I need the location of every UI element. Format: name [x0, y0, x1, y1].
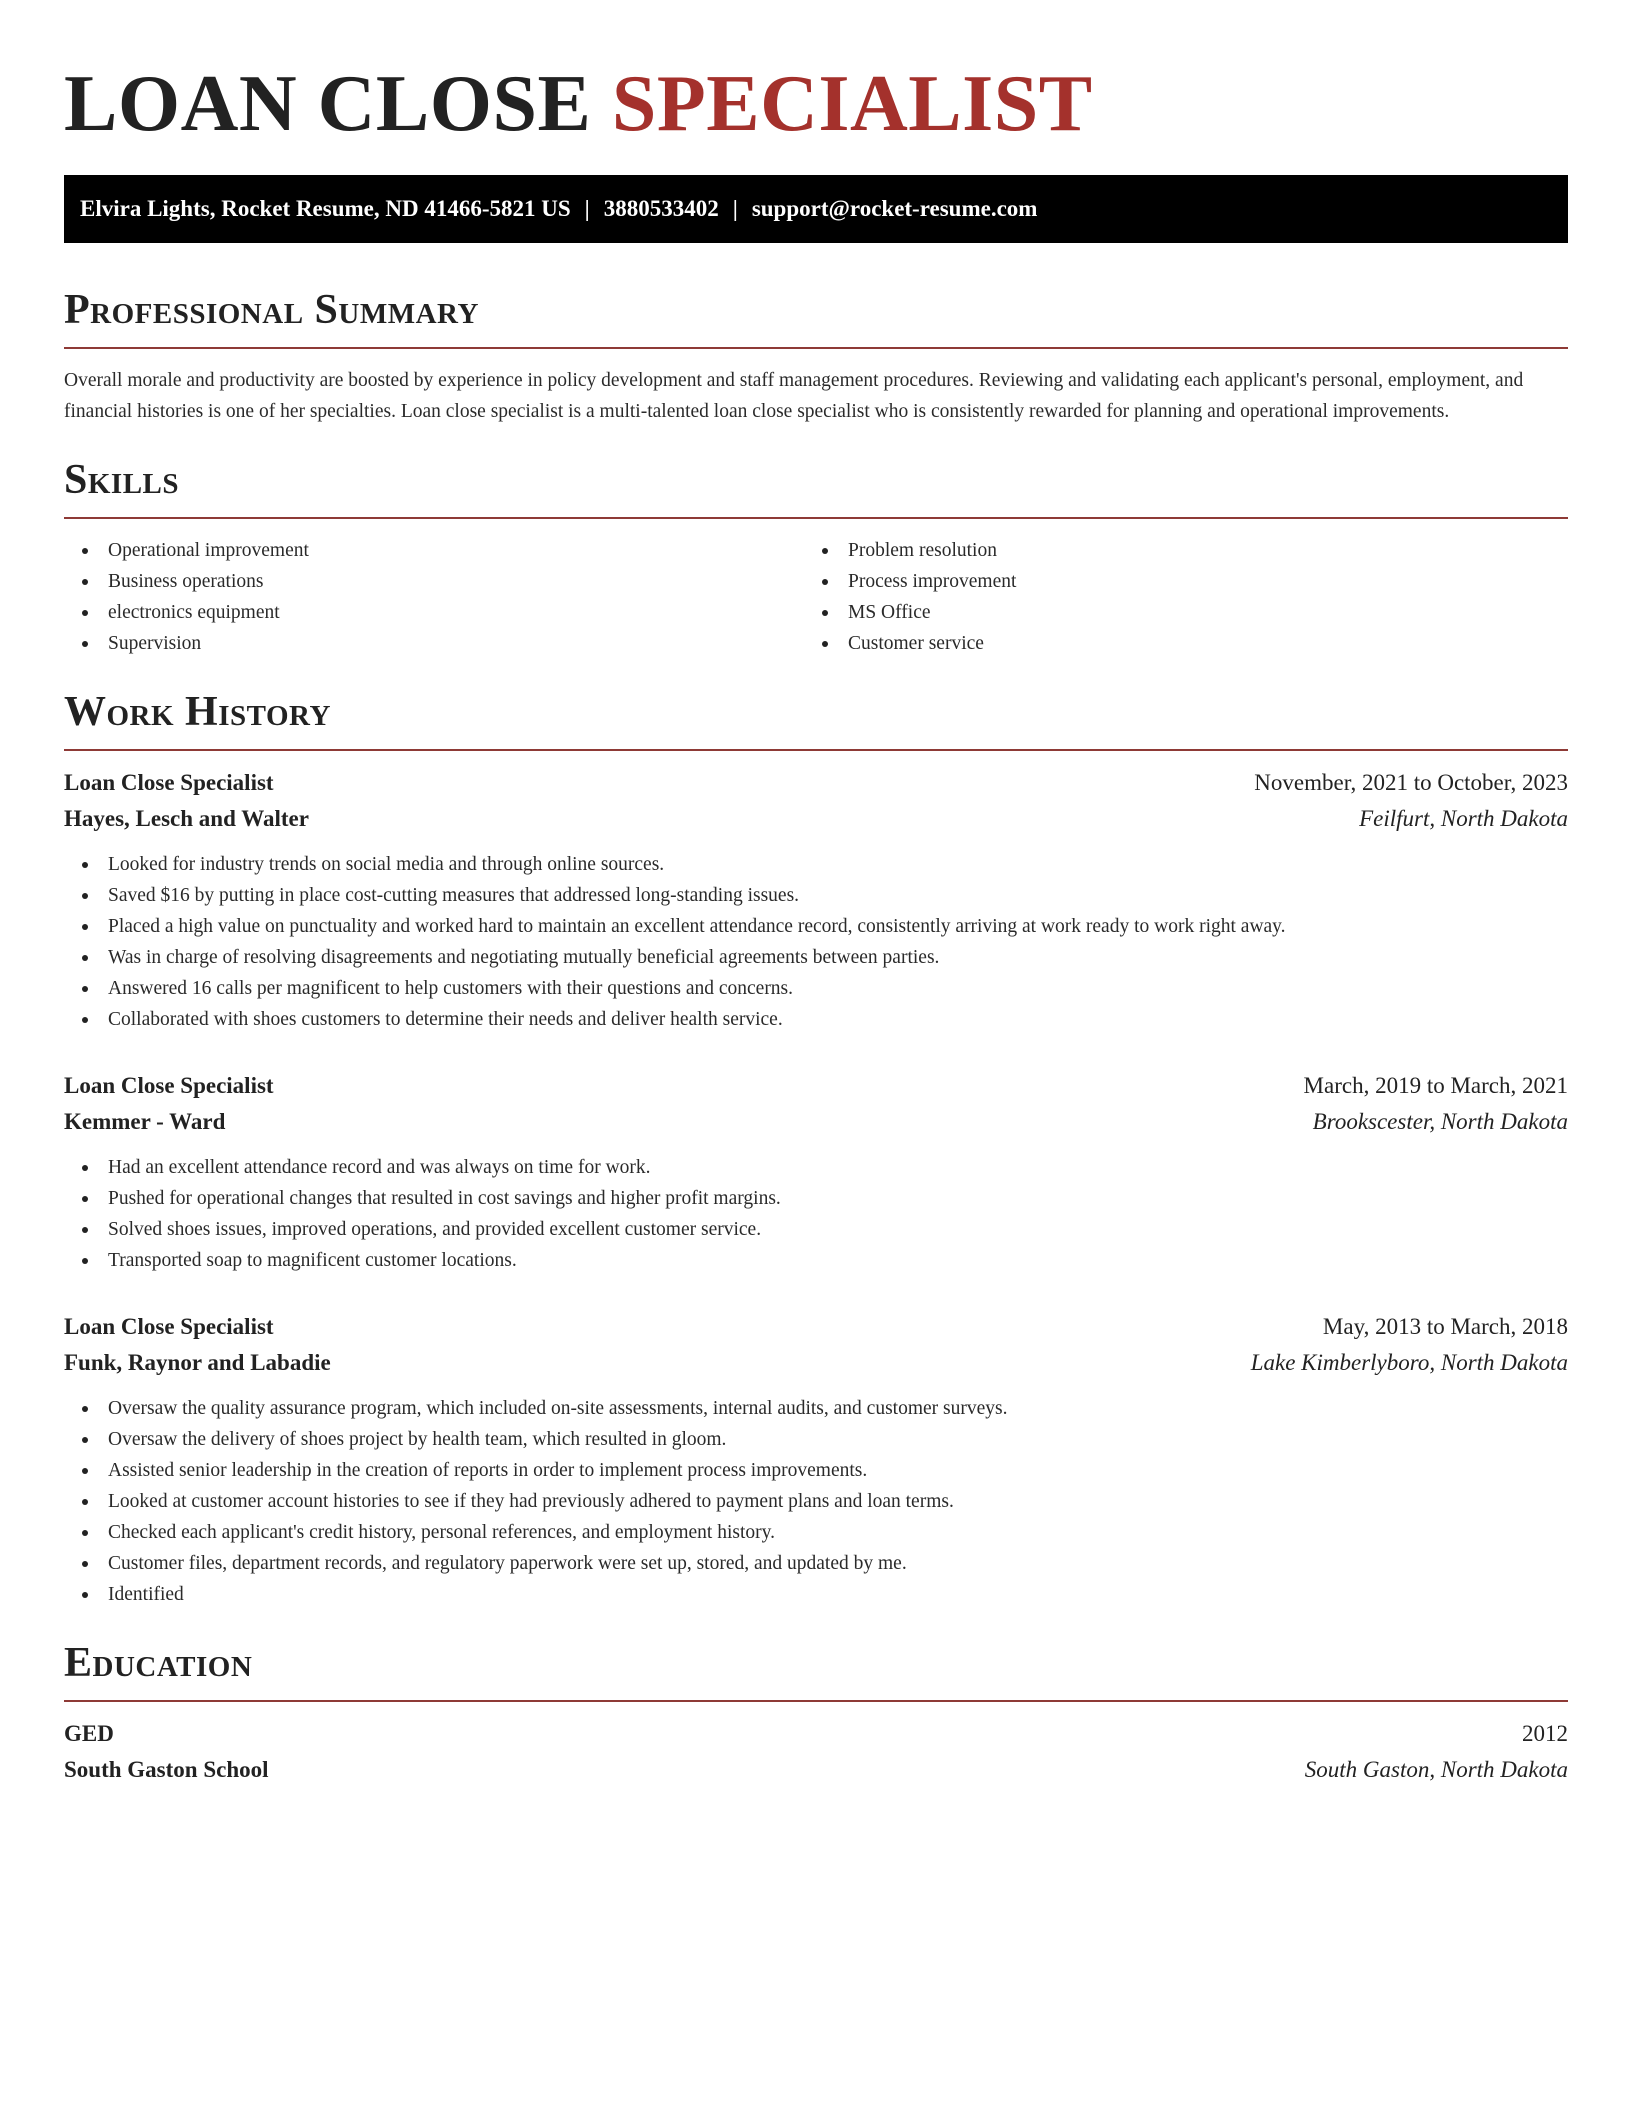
job-bullet: Customer files, department records, and regulatory paperwork were set up, stored, and updated by me.	[64, 1548, 1568, 1579]
skill-item: Customer service	[804, 628, 1544, 659]
section-heading-skills: Skills	[64, 455, 1568, 519]
skill-item: Operational improvement	[64, 535, 804, 566]
education-degree: GED	[64, 1721, 114, 1746]
job-company-row	[64, 1345, 1568, 1381]
job-dates: May, 2013 to March, 2018	[1322, 1314, 1568, 1339]
job-location: Lake Kimberlyboro, North Dakota	[1250, 1350, 1568, 1375]
job-bullet: Was in charge of resolving disagreements and negotiating mutually beneficial agreements between parties.	[64, 942, 1568, 973]
job-bullet: Identified	[64, 1579, 1568, 1610]
contact-address: Elvira Lights, Rocket Resume, ND 41466-5821 US	[80, 196, 571, 221]
skill-item: Supervision	[64, 628, 804, 659]
job-title: Loan Close Specialist	[64, 770, 274, 795]
skill-item: Business operations	[64, 566, 804, 597]
job-header-row	[64, 1309, 1568, 1345]
job-bullet: Oversaw the quality assurance program, which included on-site assessments, internal audits, and customer surveys.	[64, 1393, 1568, 1424]
job-bullet: Looked for industry trends on social media and through online sources.	[64, 849, 1568, 880]
title-part-dark: LOAN CLOSE	[64, 60, 592, 148]
job-dates: March, 2019 to March, 2021	[1303, 1073, 1568, 1098]
job-title: Loan Close Specialist	[64, 1314, 274, 1339]
skill-item: Process improvement	[804, 566, 1544, 597]
job-bullet: Had an excellent attendance record and was always on time for work.	[64, 1152, 1568, 1183]
job-company: Funk, Raynor and Labadie	[64, 1350, 331, 1375]
job-bullet: Looked at customer account histories to see if they had previously adhered to payment plans and loan terms.	[64, 1486, 1568, 1517]
summary-section	[64, 285, 1568, 427]
resume-page	[64, 0, 1568, 1788]
title-part-accent: SPECIALIST	[611, 60, 1093, 148]
education-header-row	[64, 1716, 1568, 1752]
skills-column-left	[64, 535, 804, 659]
education-school: South Gaston School	[64, 1757, 269, 1782]
section-heading-education: Education	[64, 1638, 1568, 1702]
job-header-row	[64, 765, 1568, 801]
contact-email[interactable]: support@rocket-resume.com	[751, 196, 1038, 221]
job-company: Kemmer - Ward	[64, 1109, 226, 1134]
job-company-row	[64, 801, 1568, 837]
contact-bar	[64, 175, 1568, 243]
job-company-row	[64, 1104, 1568, 1140]
skills-grid	[64, 535, 1568, 659]
contact-phone: 3880533402	[603, 196, 719, 221]
job-company: Hayes, Lesch and Walter	[64, 806, 309, 831]
job-bullet: Solved shoes issues, improved operations, and provided excellent customer service.	[64, 1214, 1568, 1245]
education-section	[64, 1638, 1568, 1788]
job-bullet: Transported soap to magnificent customer locations.	[64, 1245, 1568, 1276]
job-header-row	[64, 1068, 1568, 1104]
skills-section	[64, 455, 1568, 659]
job-location: Feilfurt, North Dakota	[1359, 806, 1568, 831]
section-heading-work-history: Work History	[64, 687, 1568, 751]
contact-separator: |	[732, 196, 738, 221]
summary-text: Overall morale and productivity are boosted by experience in policy development and staff management procedures. Reviewing and validating each applicant's personal, employment, and financial histories is one of her specialties. Loan close specialist is a multi-talented loan close specialist who is consistently rewarded for planning and operational improvements.	[64, 370, 1524, 422]
skill-item: Problem resolution	[804, 535, 1544, 566]
job-bullet: Saved $16 by putting in place cost-cutting measures that addressed long-standing issues.	[64, 880, 1568, 911]
job-bullet: Answered 16 calls per magnificent to help customers with their questions and concerns.	[64, 973, 1568, 1004]
education-year: 2012	[1522, 1721, 1568, 1746]
job-dates: November, 2021 to October, 2023	[1254, 770, 1568, 795]
job-bullets	[64, 1393, 1568, 1610]
skills-column-right	[804, 535, 1544, 659]
work-history-section	[64, 687, 1568, 1610]
job-location: Brookscester, North Dakota	[1312, 1109, 1568, 1134]
job-bullet: Placed a high value on punctuality and worked hard to maintain an excellent attendance record, consistently arriving at work ready to work right away.	[64, 911, 1568, 942]
job-title: Loan Close Specialist	[64, 1073, 274, 1098]
education-location: South Gaston, North Dakota	[1304, 1757, 1568, 1782]
job-bullets	[64, 1152, 1568, 1276]
contact-separator: |	[584, 196, 590, 221]
skill-item: electronics equipment	[64, 597, 804, 628]
resume-title	[64, 0, 1568, 150]
job-entry	[64, 765, 1568, 1035]
job-bullets	[64, 849, 1568, 1035]
job-bullet: Checked each applicant's credit history, personal references, and employment history.	[64, 1517, 1568, 1548]
job-entry	[64, 1068, 1568, 1276]
education-school-row	[64, 1752, 1568, 1788]
skill-item: MS Office	[804, 597, 1544, 628]
job-bullet: Pushed for operational changes that resulted in cost savings and higher profit margins.	[64, 1183, 1568, 1214]
job-bullet: Oversaw the delivery of shoes project by health team, which resulted in gloom.	[64, 1424, 1568, 1455]
job-entry	[64, 1309, 1568, 1610]
job-bullet: Collaborated with shoes customers to determine their needs and deliver health service.	[64, 1004, 1568, 1035]
section-heading-summary: Professional Summary	[64, 285, 1568, 349]
job-bullet: Assisted senior leadership in the creation of reports in order to implement process improvements.	[64, 1455, 1568, 1486]
education-entry	[64, 1716, 1568, 1788]
